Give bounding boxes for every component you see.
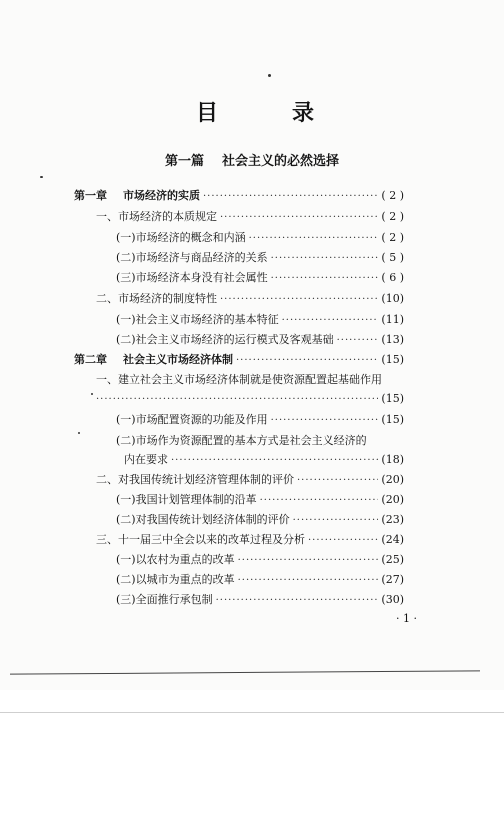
page-number: · 1 · [396,612,417,625]
dot-leader [271,271,379,287]
page-ref: (25) [381,553,404,566]
subsection-title: (二)市场作为资源配置的基本方式是社会主义经济的 [116,434,367,447]
subsection-title-cont: 内在要求 [124,453,168,466]
toc-section [96,209,404,226]
dot-leader [293,513,379,529]
page-ref: ( 6 ) [381,271,404,284]
dot-leader [203,189,378,205]
section-title: 三、十一届三中全会以来的改革过程及分析 [96,533,305,546]
page-ref: (18) [381,453,404,466]
page-ref: (20) [381,493,404,506]
dot-leader [282,313,379,329]
section-title: 一、市场经济的本质规定 [96,210,217,223]
dot-leader [171,453,378,469]
subsection-title: (二)社会主义市场经济的运行模式及客观基础 [116,333,334,346]
dot-leader [297,473,378,489]
dot-leader [220,292,378,308]
chapter-number: 第一章 [74,189,107,202]
dot-leader [249,231,379,247]
toc-subsection [116,230,404,247]
chapter-number: 第二章 [74,353,107,366]
dot-leader [337,333,379,349]
dot-leader [238,553,379,569]
part-heading [0,150,504,169]
page-ref: ( 2 ) [381,231,404,244]
page-ref: (24) [381,533,404,546]
subsection-title: (一)市场配置资源的功能及作用 [116,413,268,426]
toc-section [96,532,404,549]
section-title: 二、市场经济的制度特性 [96,292,217,305]
toc-section-continued [96,391,404,408]
part-number: 第一篇 [164,154,204,169]
toc-subsection [116,332,404,349]
page-ref: (30) [381,593,404,606]
chapter-title: 市场经济的实质 [123,189,200,202]
toc-chapter-1 [74,188,404,205]
section-title: 二、对我国传统计划经济管理体制的评价 [96,473,294,486]
page-ref: ( 5 ) [381,251,404,264]
dot-leader [238,573,379,589]
page-ref: (15) [381,392,404,405]
toc-subsection-continued [124,452,404,469]
dot-leader [308,533,378,549]
toc-subsection [116,270,404,287]
subsection-title: (二)市场经济与商品经济的关系 [116,251,268,264]
scan-speck [78,432,80,434]
subsection-title: (一)市场经济的概念和内涵 [116,231,246,244]
page-ref: ( 2 ) [381,189,404,202]
page-ref: (15) [381,353,404,366]
toc-subsection [116,592,404,609]
page-edge-line [10,670,480,674]
subsection-title: (三)全面推行承包制 [116,593,213,606]
page-ref: (15) [381,413,404,426]
page-ref: (11) [381,313,404,326]
toc-subsection [116,492,404,509]
subsection-title: (二)对我国传统计划经济体制的评价 [116,513,290,526]
scan-edge-line [0,712,504,713]
subsection-title: (一)我国计划管理体制的沿革 [116,493,257,506]
toc-subsection [116,572,404,589]
title-char-1: 目 [196,100,219,126]
dot-leader [216,593,379,609]
toc-section [96,291,404,308]
title-char-2: 录 [292,100,315,126]
subsection-title: (一)以农村为重点的改革 [116,553,235,566]
page-ref: (20) [381,473,404,486]
page-ref: ( 2 ) [381,210,404,223]
toc-section [96,472,404,489]
dot-leader [96,392,378,408]
part-title: 社会主义的必然选择 [222,154,340,169]
toc-title [0,96,504,132]
scan-speck [268,74,271,77]
dot-leader [260,493,379,509]
dot-leader [236,353,378,369]
page-ref: (13) [381,333,404,346]
page-ref: (10) [381,292,404,305]
toc-subsection [116,552,404,569]
section-title: 一、建立社会主义市场经济体制就是使资源配置起基础作用 [96,373,382,386]
page-ref: (23) [381,513,404,526]
toc-subsection [116,512,404,529]
scan-speck [40,176,43,178]
chapter-title: 社会主义市场经济体制 [123,353,233,366]
dot-leader [220,210,378,226]
toc-subsection [116,312,404,329]
page-ref: (27) [381,573,404,586]
toc-subsection [116,412,404,429]
toc-chapter-2 [74,352,404,369]
dot-leader [271,413,379,429]
subsection-title: (二)以城市为重点的改革 [116,573,235,586]
subsection-title: (三)市场经济本身没有社会属性 [116,271,268,284]
subsection-title: (一)社会主义市场经济的基本特征 [116,313,279,326]
dot-leader [271,251,379,267]
scan-speck [91,393,93,395]
toc-subsection [116,250,404,267]
